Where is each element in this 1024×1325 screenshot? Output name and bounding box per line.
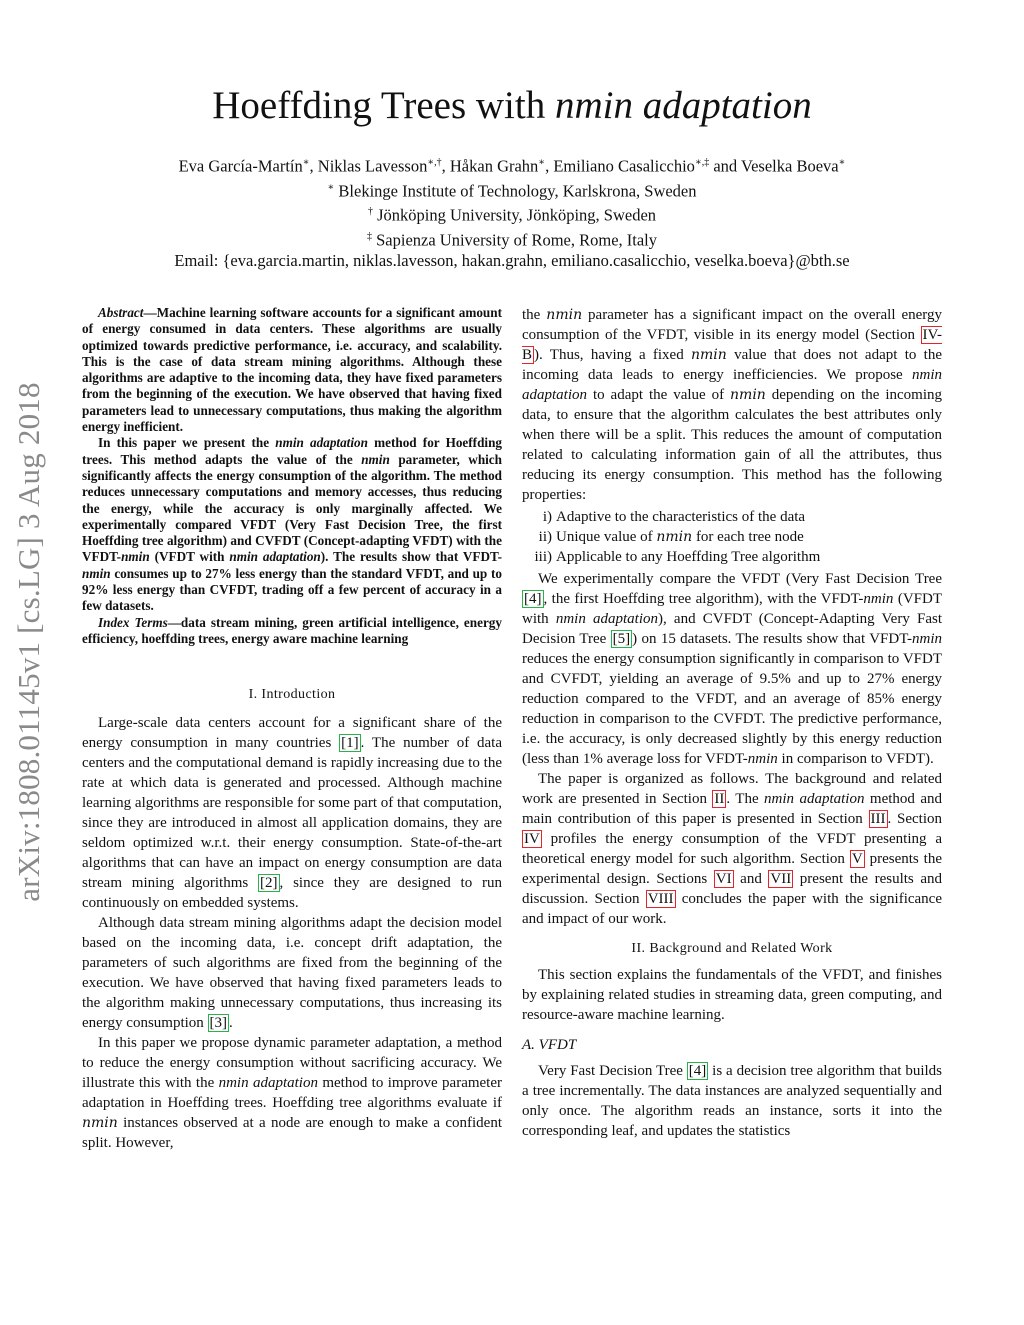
- vfdt-paragraph: Very Fast Decision Tree [4] is a decision tree algorithm that builds a tree incrementally. The data instances are analyzed sequentially and only once. The algorithm reads an instance, sorts it into the corresponding leaf, and updates the statistics: [522, 1063, 942, 1139]
- author-block: [0, 152, 1024, 271]
- section-link[interactable]: VIII: [647, 891, 674, 907]
- section-link[interactable]: VII: [770, 871, 792, 887]
- index-terms: Index Terms—data stream mining, green artificial intelligence, energy efficiency, hoeffding trees, energy aware machine learning: [82, 614, 502, 646]
- right-column: [522, 305, 942, 1141]
- abstract-paragraph-2: In this paper we present the nmin adaptation method for Hoeffding trees. This method adapts the value of the nmin parameter, which significantly affects the energy consumption of the algorithm. The method reduces unnecessary computations and memory accesses, thus reducing the energy, while the accuracy is only marginally affected. We experimentally compared VFDT (Very Fast Decision Tree, the first Hoeffding tree algorithm) and CVFDT (Concept-adapting VFDT) with the VFDT-nmin (VFDT with nmin adaptation). The results show that VFDT-nmin consumes up to 27% less energy than the standard VFDT, and up to 92% less energy than CVFDT, trading off a few percent of accuracy in a few datasets.: [82, 435, 502, 614]
- property-list: [522, 507, 942, 567]
- intro-paragraph-3: In this paper we propose dynamic parameter adaptation, a method to reduce the energy consumption without sacrificing accuracy. We illustrate this with the nmin adaptation method to improve parameter adaptation in Hoeffding trees. Hoeffding tree algorithms evaluate if nmin instances observed at a node are enough to make a confident split. However,: [82, 1035, 503, 1152]
- section-link[interactable]: V: [851, 851, 863, 867]
- citation-link[interactable]: [3]: [209, 1015, 228, 1032]
- citation-link[interactable]: [5]: [612, 631, 631, 647]
- intro-paragraph-2: Although data stream mining algorithms adapt the decision model based on the incoming data, i.e. concept drift adaptation, the parameters of such algorithms are fixed from the beginning of the execution. We have observed that having fixed parameters leads to the algorithm making unnecessary computations, thus increasing its energy consumption [3] .: [82, 915, 502, 1032]
- affiliation-2: † Jönköping University, Jönköping, Sweden: [367, 205, 657, 225]
- list-item: ii) Unique value of nmin for each tree node: [538, 529, 804, 545]
- abstract-paragraph-1: Abstract—Machine learning software accounts for a significant amount of energy consumed in data centers. These algorithms are usually optimized towards predictive performance, i.e. accuracy, and scalability. This is the case of data stream mining algorithms. Although these algorithms are adaptive to the incoming data, they have fixed parameters from the beginning of the execution. We have observed that having fixed parameters lead to unnecessary computations, thus making the algorithm energy inefficient.: [82, 305, 502, 435]
- list-item: iii) Applicable to any Hoeffding Tree algorithm: [534, 549, 821, 565]
- right-paragraph-2: We experimentally compare the VFDT (Very Fast Decision Tree [4] , the first Hoeffding tree algorithm), with the VFDT-nmin (VFDT with nmin adaptation), and CVFDT (Concept-Adapting Very Fast Decision Tree [5] ) on 15 datasets. The results show that VFDT-nmin reduces the energy consumption significantly in comparison to VFDT and CVFDT, yielding an average of 9.5% and up to 27% energy reduction compared to the VFDT, and an average of 85% energy reduction in comparison to the CVFDT. The predictive performance, i.e. the accuracy, is only decreased slightly by this energy reduction (less than 1% average loss for VFDT-nmin in comparison to VFDT).: [522, 571, 942, 767]
- abstract: [82, 305, 502, 647]
- section-link[interactable]: III: [870, 811, 886, 827]
- intro-paragraph-1: Large-scale data centers account for a significant share of the energy consumption in many countries [1] . The number of data centers and the computational demand is rapidly increasing due to the rate at which data is generated and processed. Although machine learning algorithms are responsible for some part of that computation, since they are introduced in almost all application domains, they are seldom optimized w.r.t. their energy consumption. State-of-the-art algorithms that can have an impact on energy consumption are data stream mining algorithms [2] , since they are designed to run continuously on embedded systems.: [82, 715, 503, 912]
- citation-link[interactable]: [4]: [688, 1063, 707, 1079]
- background-paragraph: This section explains the fundamentals of the VFDT, and finishes by explaining related studies in streaming data, green computing, and resource-aware machine learning.: [522, 967, 942, 1023]
- section-heading-introduction: I. Introduction: [248, 687, 336, 703]
- citation-link[interactable]: [2]: [260, 875, 278, 892]
- citation-link[interactable]: [4]: [524, 591, 542, 607]
- arxiv-stamp: arXiv:1808.01145v1 [cs.LG] 3 Aug 2018: [11, 382, 46, 902]
- affiliation-3: ‡ Sapienza University of Rome, Rome, Italy: [366, 230, 658, 249]
- section-heading-background: II. Background and Related Work: [631, 941, 833, 956]
- citation-link[interactable]: [1]: [341, 735, 359, 752]
- right-paragraph-1: the nmin parameter has a significant impact on the overall energy consumption of the VFDT, visible in its energy model (Section IV-B ). Thus, having a fixed nmin value that does not adapt to the incoming data leads to energy inefficiencies. We propose nmin adaptation to adapt the value of nmin depending on the incoming data, to ensure that the algorithm calculates the best attributes only when there will be a split. This reduces the amount of computation related to calculating information gain of all the attributes, thus reducing its energy consumption. This method has the following properties:: [522, 307, 942, 503]
- subsection-heading-vfdt: A. VFDT: [522, 1037, 577, 1053]
- section-link[interactable]: IV: [524, 831, 540, 847]
- section-link[interactable]: VI: [715, 871, 732, 887]
- author-emails: Email: {eva.garcia.martin, niklas.lavesson, hakan.grahn, emiliano.casalicchio, veselka.boeva}@bth.se: [174, 251, 850, 270]
- affiliation-1: ∗ Blekinge Institute of Technology, Karlskrona, Sweden: [327, 181, 697, 200]
- list-item: i) Adaptive to the characteristics of the data: [542, 509, 806, 525]
- section-link[interactable]: IV-B: [522, 327, 942, 363]
- section-link[interactable]: II: [714, 791, 725, 807]
- left-column: [82, 305, 502, 1153]
- right-paragraph-3: The paper is organized as follows. The background and related work are presented in Section II . The nmin adaptation method and main contribution of this paper is presented in Section III . Section IV profiles the energy consumption of the VFDT presenting a theoretical energy model for such algorithm. Section V presents the experimental design. Sections VI and VII present the results and discussion. Section VIII concludes the paper with the significance and impact of our work.: [522, 771, 943, 927]
- paper-title: Hoeffding Trees with nmin adaptation: [212, 84, 812, 127]
- author-list: Eva García-Martín∗, Niklas Lavesson∗,†, Håkan Grahn∗, Emiliano Casalicchio∗,‡ and Veselka Boeva∗: [178, 156, 846, 176]
